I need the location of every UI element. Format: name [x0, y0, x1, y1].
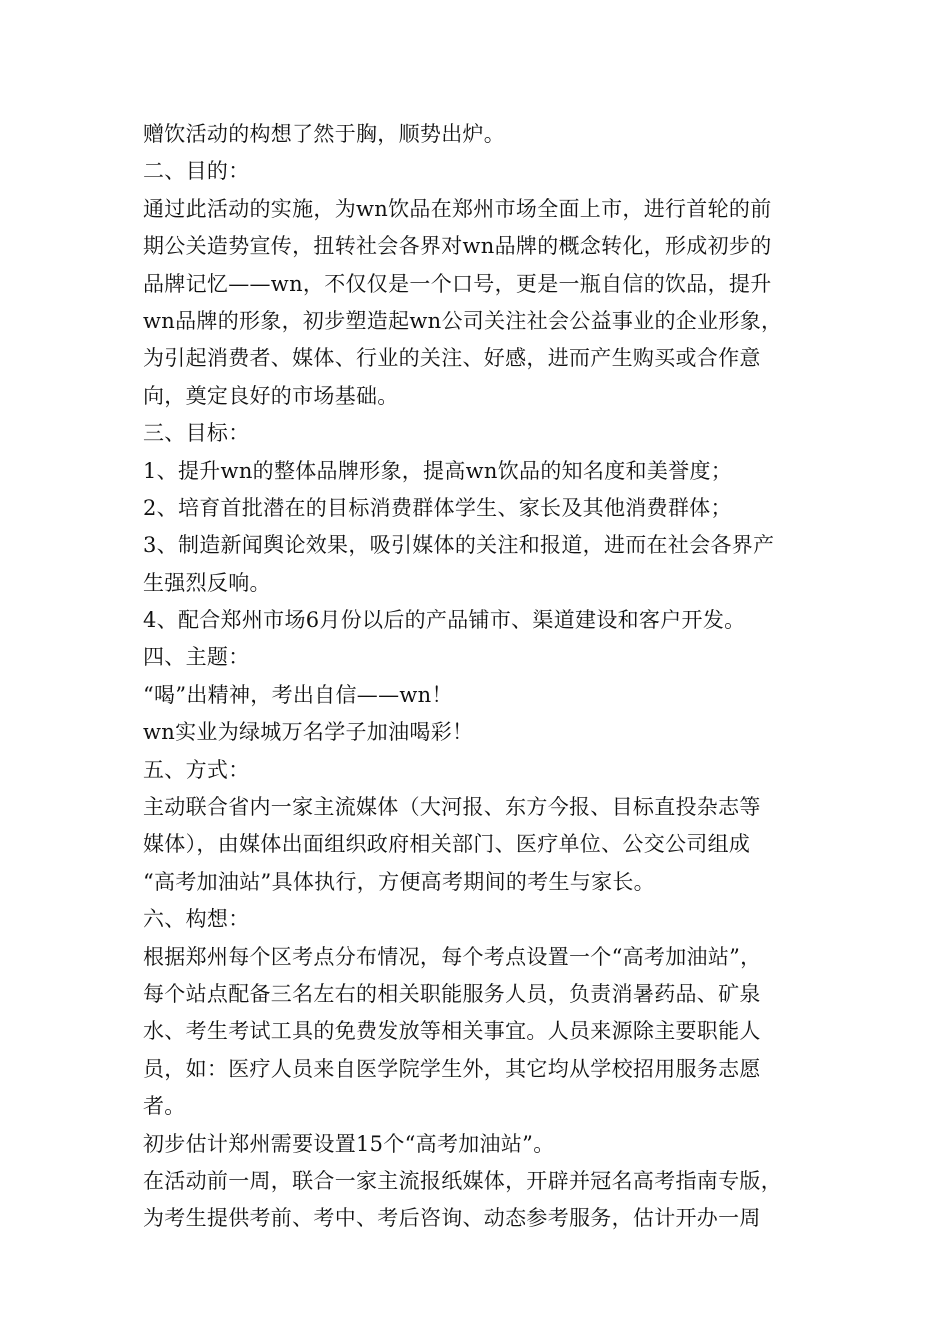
list-item: 4、配合郑州市场6月份以后的产品铺市、渠道建设和客户开发。 [143, 608, 746, 633]
text-line: 品牌记忆——wn，不仅仅是一个口号，更是一瓶自信的饮品，提升 [143, 271, 772, 296]
text-line: 向，奠定良好的市场基础。 [143, 383, 399, 408]
text-line: 期公关造势宣传，扭转社会各界对wn品牌的概念转化，形成初步的 [143, 234, 772, 259]
section-heading-purpose: 二、目的： [143, 159, 250, 184]
text-line: 媒体），由媒体出面组织政府相关部门、医疗单位、公交公司组成 [143, 832, 751, 857]
text-line: “高考加油站”具体执行，方便高考期间的考生与家长。 [143, 869, 655, 894]
text-line: 每个站点配备三名左右的相关职能服务人员，负责消暑药品、矿泉 [143, 981, 761, 1006]
slogan-line: “喝”出精神，考出自信——wn！ [143, 682, 453, 707]
section-heading-theme: 四、主题： [143, 645, 250, 670]
text-line: 根据郑州每个区考点分布情况，每个考点设置一个“高考加油站”， [143, 944, 762, 969]
slogan-line: wn实业为绿城万名学子加油喝彩！ [143, 720, 474, 745]
list-item: 2、培育首批潜在的目标消费群体学生、家长及其他消费群体； [143, 495, 732, 520]
section-heading-goals: 三、目标： [143, 421, 250, 446]
text-line: 通过此活动的实施，为wn饮品在郑州市场全面上市，进行首轮的前 [143, 196, 772, 221]
text-line: 在活动前一周，联合一家主流报纸媒体，开辟并冠名高考指南专版， [143, 1168, 782, 1193]
text-line: 者。 [143, 1094, 186, 1119]
section-heading-concept: 六、构想： [143, 907, 250, 932]
text-line: 主动联合省内一家主流媒体（大河报、东方今报、目标直投杂志等 [143, 795, 761, 820]
text-line: 为考生提供考前、考中、考后咨询、动态参考服务，估计开办一周 [143, 1206, 761, 1231]
list-item: 3、制造新闻舆论效果，吸引媒体的关注和报道，进而在社会各界产 [143, 533, 775, 558]
text-line: 赠饮活动的构想了然于胸，顺势出炉。 [143, 122, 506, 146]
document-body [143, 116, 833, 1238]
list-item: 1、提升wn的整体品牌形象，提高wn饮品的知名度和美誉度； [143, 458, 733, 483]
text-line: 员，如：医疗人员来自医学院学生外，其它均从学校招用服务志愿 [143, 1056, 761, 1081]
list-item-continuation: 生强烈反响。 [143, 570, 271, 595]
text-line: 为引起消费者、媒体、行业的关注、好感，进而产生购买或合作意 [143, 346, 761, 371]
text-line: 初步估计郑州需要设置15个“高考加油站”。 [143, 1131, 555, 1156]
text-line: 水、考生考试工具的免费发放等相关事宜。人员来源除主要职能人 [143, 1019, 761, 1044]
section-heading-method: 五、方式： [143, 757, 250, 782]
text-line: wn品牌的形象，初步塑造起wn公司关注社会公益事业的企业形象， [143, 308, 783, 333]
